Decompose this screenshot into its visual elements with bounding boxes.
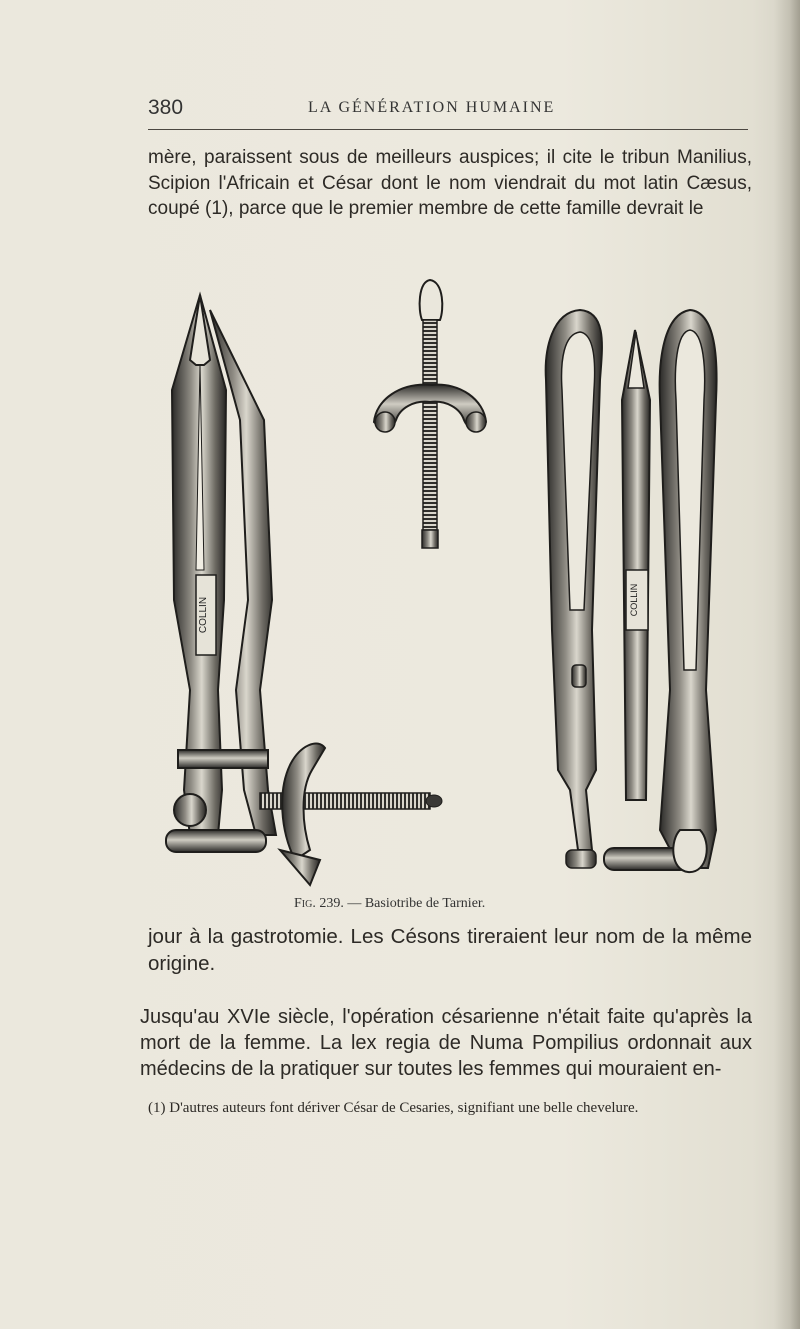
figure-basiotribe — [160, 270, 720, 890]
figure-caption-text: — Basiotribe de Tarnier. — [347, 896, 486, 911]
page-edge-shadow — [774, 0, 800, 1329]
figure-number: Fig. 239. — [294, 896, 344, 911]
paragraph-2: jour à la gastrotomie. Les Césons tireraient leur nom de la même origine. — [148, 925, 752, 975]
separate-blade — [546, 310, 602, 868]
paragraph-1: mère, paraissent sous de meilleurs auspices; il cite le tribun Manilius, Scipion l'Africain et César dont le nom viendrait du mot latin Cæsus, coupé (1), parce que le premier membre de cette famille devrait le — [148, 147, 752, 219]
paragraph-3: Jusqu'au XVIe siècle, l'opération césarienne n'était faite qu'après la mort de la femme. La lex regia de Numa Pompilius ordonnait aux médecins de la pratiquer sur toutes les femmes qui mouraient en- — [140, 1006, 752, 1080]
maker-mark-right: COLLIN — [629, 583, 639, 617]
page-number: 380 — [148, 96, 184, 119]
basiotribe-illustration — [160, 270, 720, 890]
footnote: (1) D'autres auteurs font dériver César de Cesaries, signifiant une belle chevelure. — [148, 1100, 639, 1116]
running-title: LA GÉNÉRATION HUMAINE — [308, 99, 556, 116]
left-forceps — [166, 295, 442, 885]
maker-mark-left: COLLIN — [198, 596, 209, 634]
page-header — [148, 96, 748, 126]
right-forceps — [604, 310, 717, 872]
figure-caption — [294, 896, 614, 912]
header-rule — [148, 129, 748, 130]
center-screw — [374, 280, 486, 548]
